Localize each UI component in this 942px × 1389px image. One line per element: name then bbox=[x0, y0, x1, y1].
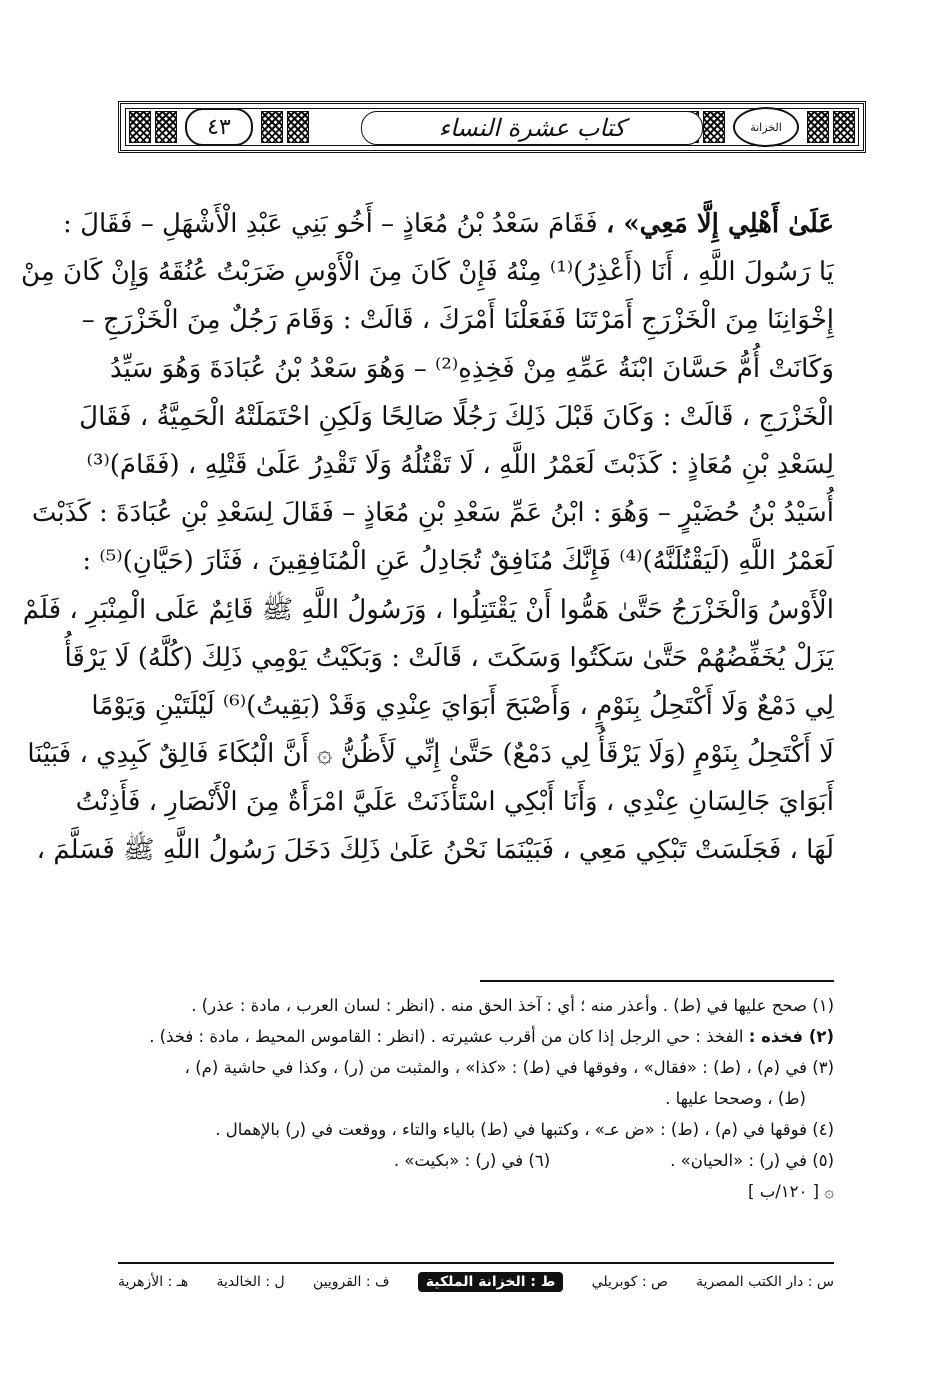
line-text: أَبَوَايَ جَالِسَانِ عِنْدِي ، وَأَنَا أَبْكِي اسْتَأْذَنَتْ عَلَيَّ امْرَأَةٌ مِنَ الْأَنْصَارِ ، فَأَذِنْتُ bbox=[75, 787, 834, 818]
line-text: الْخَزْرَجِ ، قَالَتْ : وَكَانَ قَبْلَ ذَلِكَ رَجُلًا صَالِحًا وَلَكِنِ احْتَمَلَتْهُ الْحَمِيَّةُ ، فَقَالَ bbox=[79, 401, 834, 432]
knot-ornament bbox=[287, 111, 309, 143]
line-text: لَهَا ، فَجَلَسَتْ تَبْكِي مَعِي ، فَبَيْنَمَا نَحْنُ عَلَىٰ ذَلِكَ دَخَلَ رَسُولُ اللَّهِ ﷺ فَسَلَّمَ ، bbox=[36, 835, 834, 866]
text-line bbox=[64, 634, 834, 682]
source-abbreviation: ص : كوبريلي bbox=[591, 1274, 668, 1290]
main-text bbox=[21, 200, 834, 875]
text-line bbox=[22, 586, 834, 634]
text-line bbox=[75, 778, 834, 826]
footnote-rule bbox=[480, 980, 834, 982]
line-text: لِي دَمْعٌ وَلَا أَكْتَحِلُ بِنَوْمٍ ، وَأَصْبَحَ أَبَوَايَ عِنْدِي وَقَدْ (بَقِيتُ)⁽⁶⁾ لَيْلَتَيْنِ وَيَوْمًا bbox=[91, 690, 834, 721]
line-text: لَا أَكْتَحِلُ بِنَوْمٍ (وَلَا يَرْقَأُ لِي دَمْعٌ) حَتَّىٰ إِنِّي لَأَظُنُّ ۞ أَنَّ الْبُكَاءَ فَالِقٌ كَبِدِي ، فَبَيْنَا bbox=[27, 739, 834, 770]
text-line bbox=[82, 537, 834, 585]
manuscript-sources bbox=[118, 1272, 834, 1292]
text-line bbox=[63, 200, 834, 248]
footnotes bbox=[118, 990, 834, 1207]
source-abbreviation: ط : الخزانة الملكية bbox=[418, 1272, 564, 1292]
source-abbreviation: هـ : الأزهرية bbox=[118, 1274, 189, 1290]
text-line bbox=[79, 393, 834, 441]
text-line bbox=[21, 248, 834, 296]
text-line bbox=[86, 441, 834, 489]
line-text: لِسَعْدِ بْنِ مُعَاذٍ : كَذَبْتَ لَعَمْرُ اللَّهِ ، لَا تَقْتُلُهُ وَلَا تَقْدِرُ عَلَىٰ قَتْلِهِ ، (فَقَامَ)⁽³⁾ bbox=[86, 449, 834, 480]
knot-ornament bbox=[807, 111, 829, 143]
footnote-3-cont: (ط) ، وصححا عليها . bbox=[665, 1089, 806, 1108]
quoted-phrase: عَلَىٰ أَهْلِي إِلَّا مَعِي» ، bbox=[605, 209, 834, 239]
line-text: لَعَمْرُ اللَّهِ (لَيَقْتُلَنَّهُ)⁽⁴⁾ فَإِنَّكَ مُنَافِقٌ تُجَادِلُ عَنِ الْمُنَافِقِينَ ، فَثَارَ (حَيَّانِ)⁽⁵⁾ : bbox=[82, 546, 834, 577]
footnote-2-term: (٢) فخذه : bbox=[748, 1027, 834, 1046]
line-text: وَكَانَتْ أُمُّ حَسَّانَ ابْنَةُ عَمِّهِ مِنْ فَخِذِهِ⁽²⁾ – وَهُوَ سَعْدُ بْنُ عُبَادَةَ وَهُوَ سَيِّدُ bbox=[110, 353, 834, 384]
line-text: فَقَامَ سَعْدُ بْنُ مُعَاذٍ – أَخُو بَنِي عَبْدِ الْأَشْهَلِ – فَقَالَ : bbox=[63, 209, 606, 239]
footnote-4: (٤) فوقها في (م) ، (ط) : «ض عـ» ، وكتبها في (ط) بالياء والتاء ، ووقعت في (ر) بالإهمال . bbox=[215, 1120, 834, 1139]
line-text: الْأَوْسُ وَالْخَزْرَجُ حَتَّىٰ هَمُّوا أَنْ يَقْتَتِلُوا ، وَرَسُولُ اللَّهِ ﷺ قَائِمٌ عَلَى الْمِنْبَرِ ، فَلَمْ bbox=[22, 594, 834, 625]
line-text: يَا رَسُولَ اللَّهِ ، أَنَا (أَعْذِرُ)⁽¹⁾ مِنْهُ فَإِنْ كَانَ مِنَ الْأَوْسِ ضَرَبْتُ عُنُقَهُ وَإِنْ كَانَ مِنْ bbox=[21, 257, 834, 288]
header-frame bbox=[118, 101, 866, 153]
knot-ornament bbox=[155, 111, 177, 143]
page-number: ٤٣ bbox=[185, 108, 253, 146]
line-text: يَزَلْ يُخَفِّضُهُمْ حَتَّىٰ سَكَتُوا وَسَكَتَ ، قَالَتْ : وَبَكَيْتُ يَوْمِي ذَلِكَ (كُلَّهُ) لَا يَرْقَأُ bbox=[64, 642, 834, 673]
footnote-2 bbox=[118, 1021, 834, 1052]
footnote-3: (٣) في (م) ، (ط) : «فقال» ، وفوقها في (ط) : «كذا» ، والمثبت من (ر) ، وكذا في حاشية (م) ، bbox=[184, 1058, 834, 1077]
line-text: إِخْوَانِنَا مِنَ الْخَزْرَجِ أَمَرْتَنَا فَفَعَلْنَا أَمْرَكَ ، قَالَتْ : وَقَامَ رَجُلٌ مِنَ الْخَزْرَجِ – bbox=[81, 305, 834, 336]
text-line bbox=[27, 730, 834, 778]
knot-ornament bbox=[703, 111, 725, 143]
sources-rule bbox=[118, 1262, 834, 1264]
page-title: كتاب عشرة النساء bbox=[361, 111, 703, 145]
folio-marker: ۞ [ ١٢٠/ب ] bbox=[748, 1182, 834, 1201]
knot-ornament bbox=[261, 111, 283, 143]
footnote-2-text: الفخذ : حي الرجل إذا كان من أقرب عشيرته . (انظر : القاموس المحيط ، مادة : فخذ) . bbox=[149, 1027, 749, 1046]
text-line bbox=[81, 296, 834, 344]
text-line bbox=[31, 489, 834, 537]
header-left-ornament bbox=[127, 108, 317, 146]
footnote-5-6 bbox=[118, 1145, 834, 1176]
footnote-1: (١) صحح عليها في (ط) . وأعذر منه ؛ أي : آخذ الحق منه . (انظر : لسان العرب ، مادة : عذر) . bbox=[191, 996, 834, 1015]
text-line bbox=[91, 682, 834, 730]
source-abbreviation: ف : القرويين bbox=[312, 1274, 390, 1290]
library-seal: الخزانة bbox=[733, 107, 799, 147]
knot-ornament bbox=[833, 111, 855, 143]
footnote-6: (٦) في (ر) : «بكيت» . bbox=[393, 1151, 551, 1170]
line-text: أُسَيْدُ بْنُ حُضَيْرٍ – وَهُوَ : ابْنُ عَمِّ سَعْدِ بْنِ مُعَاذٍ – فَقَالَ لِسَعْدِ بْنِ عُبَادَةَ : كَذَبْتَ bbox=[31, 498, 834, 529]
knot-ornament bbox=[129, 111, 151, 143]
source-abbreviation: س : دار الكتب المصرية bbox=[696, 1274, 834, 1290]
text-line bbox=[36, 826, 834, 874]
source-abbreviation: ل : الخالدية bbox=[216, 1274, 285, 1290]
text-line bbox=[110, 345, 834, 393]
footnote-5: (٥) في (ر) : «الحيان» . bbox=[670, 1151, 834, 1170]
